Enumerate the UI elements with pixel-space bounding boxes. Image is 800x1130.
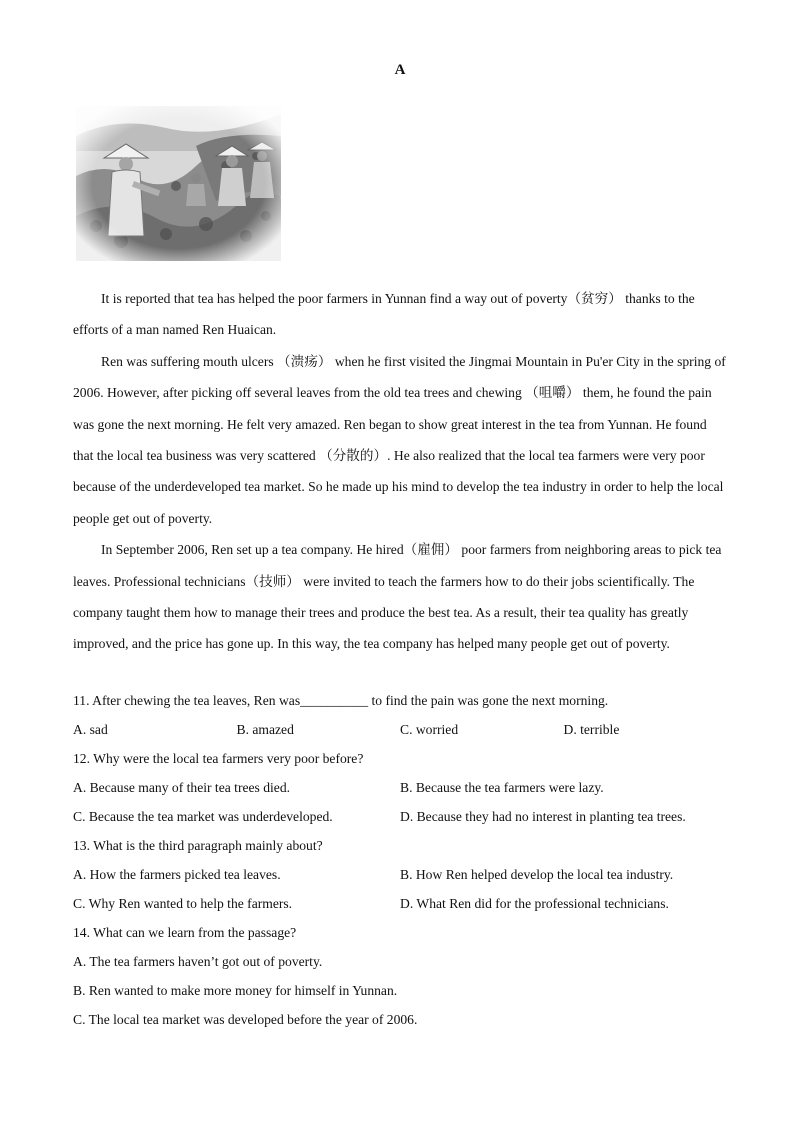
- option-b[interactable]: B. Ren wanted to make more money for himself in Yunnan.: [73, 983, 398, 998]
- question-stem: 14. What can we learn from the passage?: [73, 925, 297, 940]
- question-12: [73, 744, 727, 831]
- options-column: [73, 947, 727, 1034]
- option-d[interactable]: D. What Ren did for the professional technicians.: [400, 896, 669, 911]
- passage-paragraph-3: In September 2006, Ren set up a tea company. He hired（雇佣） poor farmers from neighboring areas to pick tea leaves. Professional technicians（技师） were invited to teach the farmers how to do their jobs scientifically. The company taught them how to manage their trees and produce the best tea. As a result, their tea quality has greatly improved, and the price has gone up. In this way, the tea company has helped many people get out of poverty.: [73, 542, 722, 652]
- tea-pickers-photo: [76, 106, 281, 261]
- question-13: [73, 831, 727, 918]
- options-row: [73, 802, 727, 831]
- passage-paragraph-1: It is reported that tea has helped the poor farmers in Yunnan find a way out of poverty（贫穷） thanks to the efforts of a man named Ren Huaican.: [73, 291, 695, 338]
- options-row: [73, 715, 727, 744]
- question-list: [73, 686, 727, 1034]
- options-row: [73, 860, 727, 889]
- option-a[interactable]: A. How the farmers picked tea leaves.: [73, 867, 281, 882]
- option-c[interactable]: C. Because the tea market was underdeveloped.: [73, 809, 333, 824]
- option-b[interactable]: B. How Ren helped develop the local tea industry.: [400, 867, 674, 882]
- question-stem: 12. Why were the local tea farmers very poor before?: [73, 751, 364, 766]
- option-c[interactable]: C. Why Ren wanted to help the farmers.: [73, 896, 293, 911]
- option-b[interactable]: B. amazed: [236, 722, 294, 737]
- options-row: [73, 889, 727, 918]
- option-a[interactable]: A. The tea farmers haven’t got out of poverty.: [73, 954, 323, 969]
- question-14: [73, 918, 727, 1034]
- option-a[interactable]: A. sad: [73, 722, 108, 737]
- option-c[interactable]: C. worried: [400, 722, 459, 737]
- options-row: [73, 773, 727, 802]
- passage-paragraph-2: Ren was suffering mouth ulcers （溃疡） when he first visited the Jingmai Mountain in Pu'er City in the spring of 2006. However, after picking off several leaves from the old tea trees and chewing （咀嚼） them, he found the pain was gone the next morning. He felt very amazed. Ren began to show great interest in the tea from Yunnan. He found that the local tea business was very scattered （分散的）. He also realized that the local tea farmers were very poor because of the underdeveloped tea market. So he made up his mind to develop the tea industry in order to help the local people get out of poverty.: [73, 353, 726, 526]
- option-a[interactable]: A. Because many of their tea trees died.: [73, 780, 291, 795]
- option-d[interactable]: D. terrible: [563, 722, 620, 737]
- question-stem: 11. After chewing the tea leaves, Ren was__________ to find the pain was gone the next morning.: [73, 693, 609, 708]
- question-stem: 13. What is the third paragraph mainly about?: [73, 838, 323, 853]
- option-b[interactable]: B. Because the tea farmers were lazy.: [400, 780, 604, 795]
- option-d[interactable]: D. Because they had no interest in planting tea trees.: [400, 809, 686, 824]
- section-title: A: [394, 62, 406, 78]
- option-c[interactable]: C. The local tea market was developed before the year of 2006.: [73, 1012, 418, 1027]
- reading-passage: [73, 283, 727, 660]
- question-11: [73, 686, 727, 744]
